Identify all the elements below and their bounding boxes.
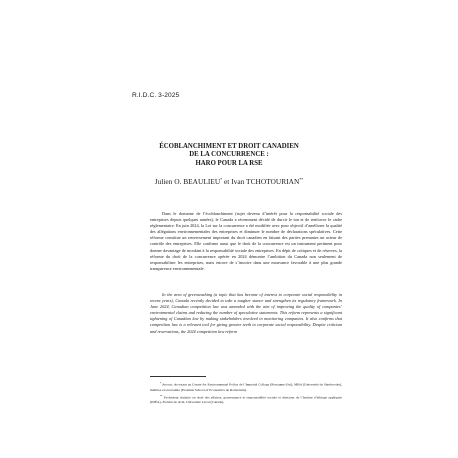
footnote-1-text: Avocat, doctorant au Centre for Environmental Policy de l’Imperial College (Royaume-Uni), MBA (Université de Sherbrooke), maîtrise en économie (Erasmus School of Economics de Rotterdam). — [150, 382, 342, 392]
author-line — [0, 177, 458, 186]
footnotes — [150, 381, 342, 406]
title-line-1: ÉCOBLANCHIMENT ET DROIT CANADIEN — [159, 143, 299, 150]
author-name-2: Ivan TCHOTOURIAN — [231, 177, 300, 186]
title-line-3: HARO POUR LA RSE — [195, 159, 263, 167]
title-line-2: DE LA CONCURRENCE : — [189, 151, 269, 159]
footnote-separator — [150, 376, 206, 377]
abstract-french: Dans le domaine de l’écoblanchiment (sujet devenu d’intérêt pour la responsabilité sociale des entreprises depuis quelques années), le Canada a récemment décidé de durcir le ton et de renforcer le cadre réglementaire. En juin 2024, la Loi sur la concurrence a été modifiée avec pour objectif d’améliorer la qualité des allégations environnementales des entreprises et diminuer le nombre de déclarations spéculatives. Cette réforme constitue un renversement important du droit canadien en faisant des parties prenantes un acteur de contrôle des entreprises. Elle confirme aussi que le droit de la concurrence est un instrument pertinent pour donner davantage de mordant à la responsabilité sociale des entreprises. En dépit de critiques et de réserves, la réforme du droit de la concurrence opérée en 2024 démontre l’ambition du Canada non seulement de responsabiliser les entreprises, mais encore de s’inscrire dans une mouvance favorable à une plus grande transparence environnementale. — [150, 211, 342, 271]
journal-reference: R.I.D.C. 3-2025 — [132, 92, 180, 99]
footnote-2 — [150, 394, 342, 406]
footnote-1 — [150, 381, 342, 393]
footnote-1-mark: * — [160, 382, 162, 385]
author-name-1: Julien O. BEAULIEU — [154, 177, 221, 186]
article-title — [0, 143, 458, 168]
author-1-footnote-mark: * — [220, 177, 223, 182]
footnote-2-text: Professeur titulaire en droit des affaires, gouvernance et responsabilité sociale et directeur de l’Institut d’éthique appliquée (IDÉA), Faculté de droit, Université Laval (Canada). — [150, 395, 343, 404]
author-2-footnote-mark: ** — [299, 177, 304, 182]
footnote-2-mark: ** — [160, 394, 163, 398]
author-connector: et — [222, 177, 232, 186]
abstract-english: In the area of greenwashing (a topic that has become of interest to corporate social responsibility in recent years), Canada recently decided to take a tougher stance and strengthen its regulatory framework. In June 2024, Canadian competition law was amended with the aim of improving the quality of companies’ environmental claims and reducing the number of speculative statements. This reform represents a significant tightening of Canadian law by making stakeholders involved in monitoring companies. It also confirms that competition law is a relevant tool for giving greater teeth to corporate social responsibility. Despite criticism and reservations, the 2024 competition law reform — [150, 292, 342, 334]
